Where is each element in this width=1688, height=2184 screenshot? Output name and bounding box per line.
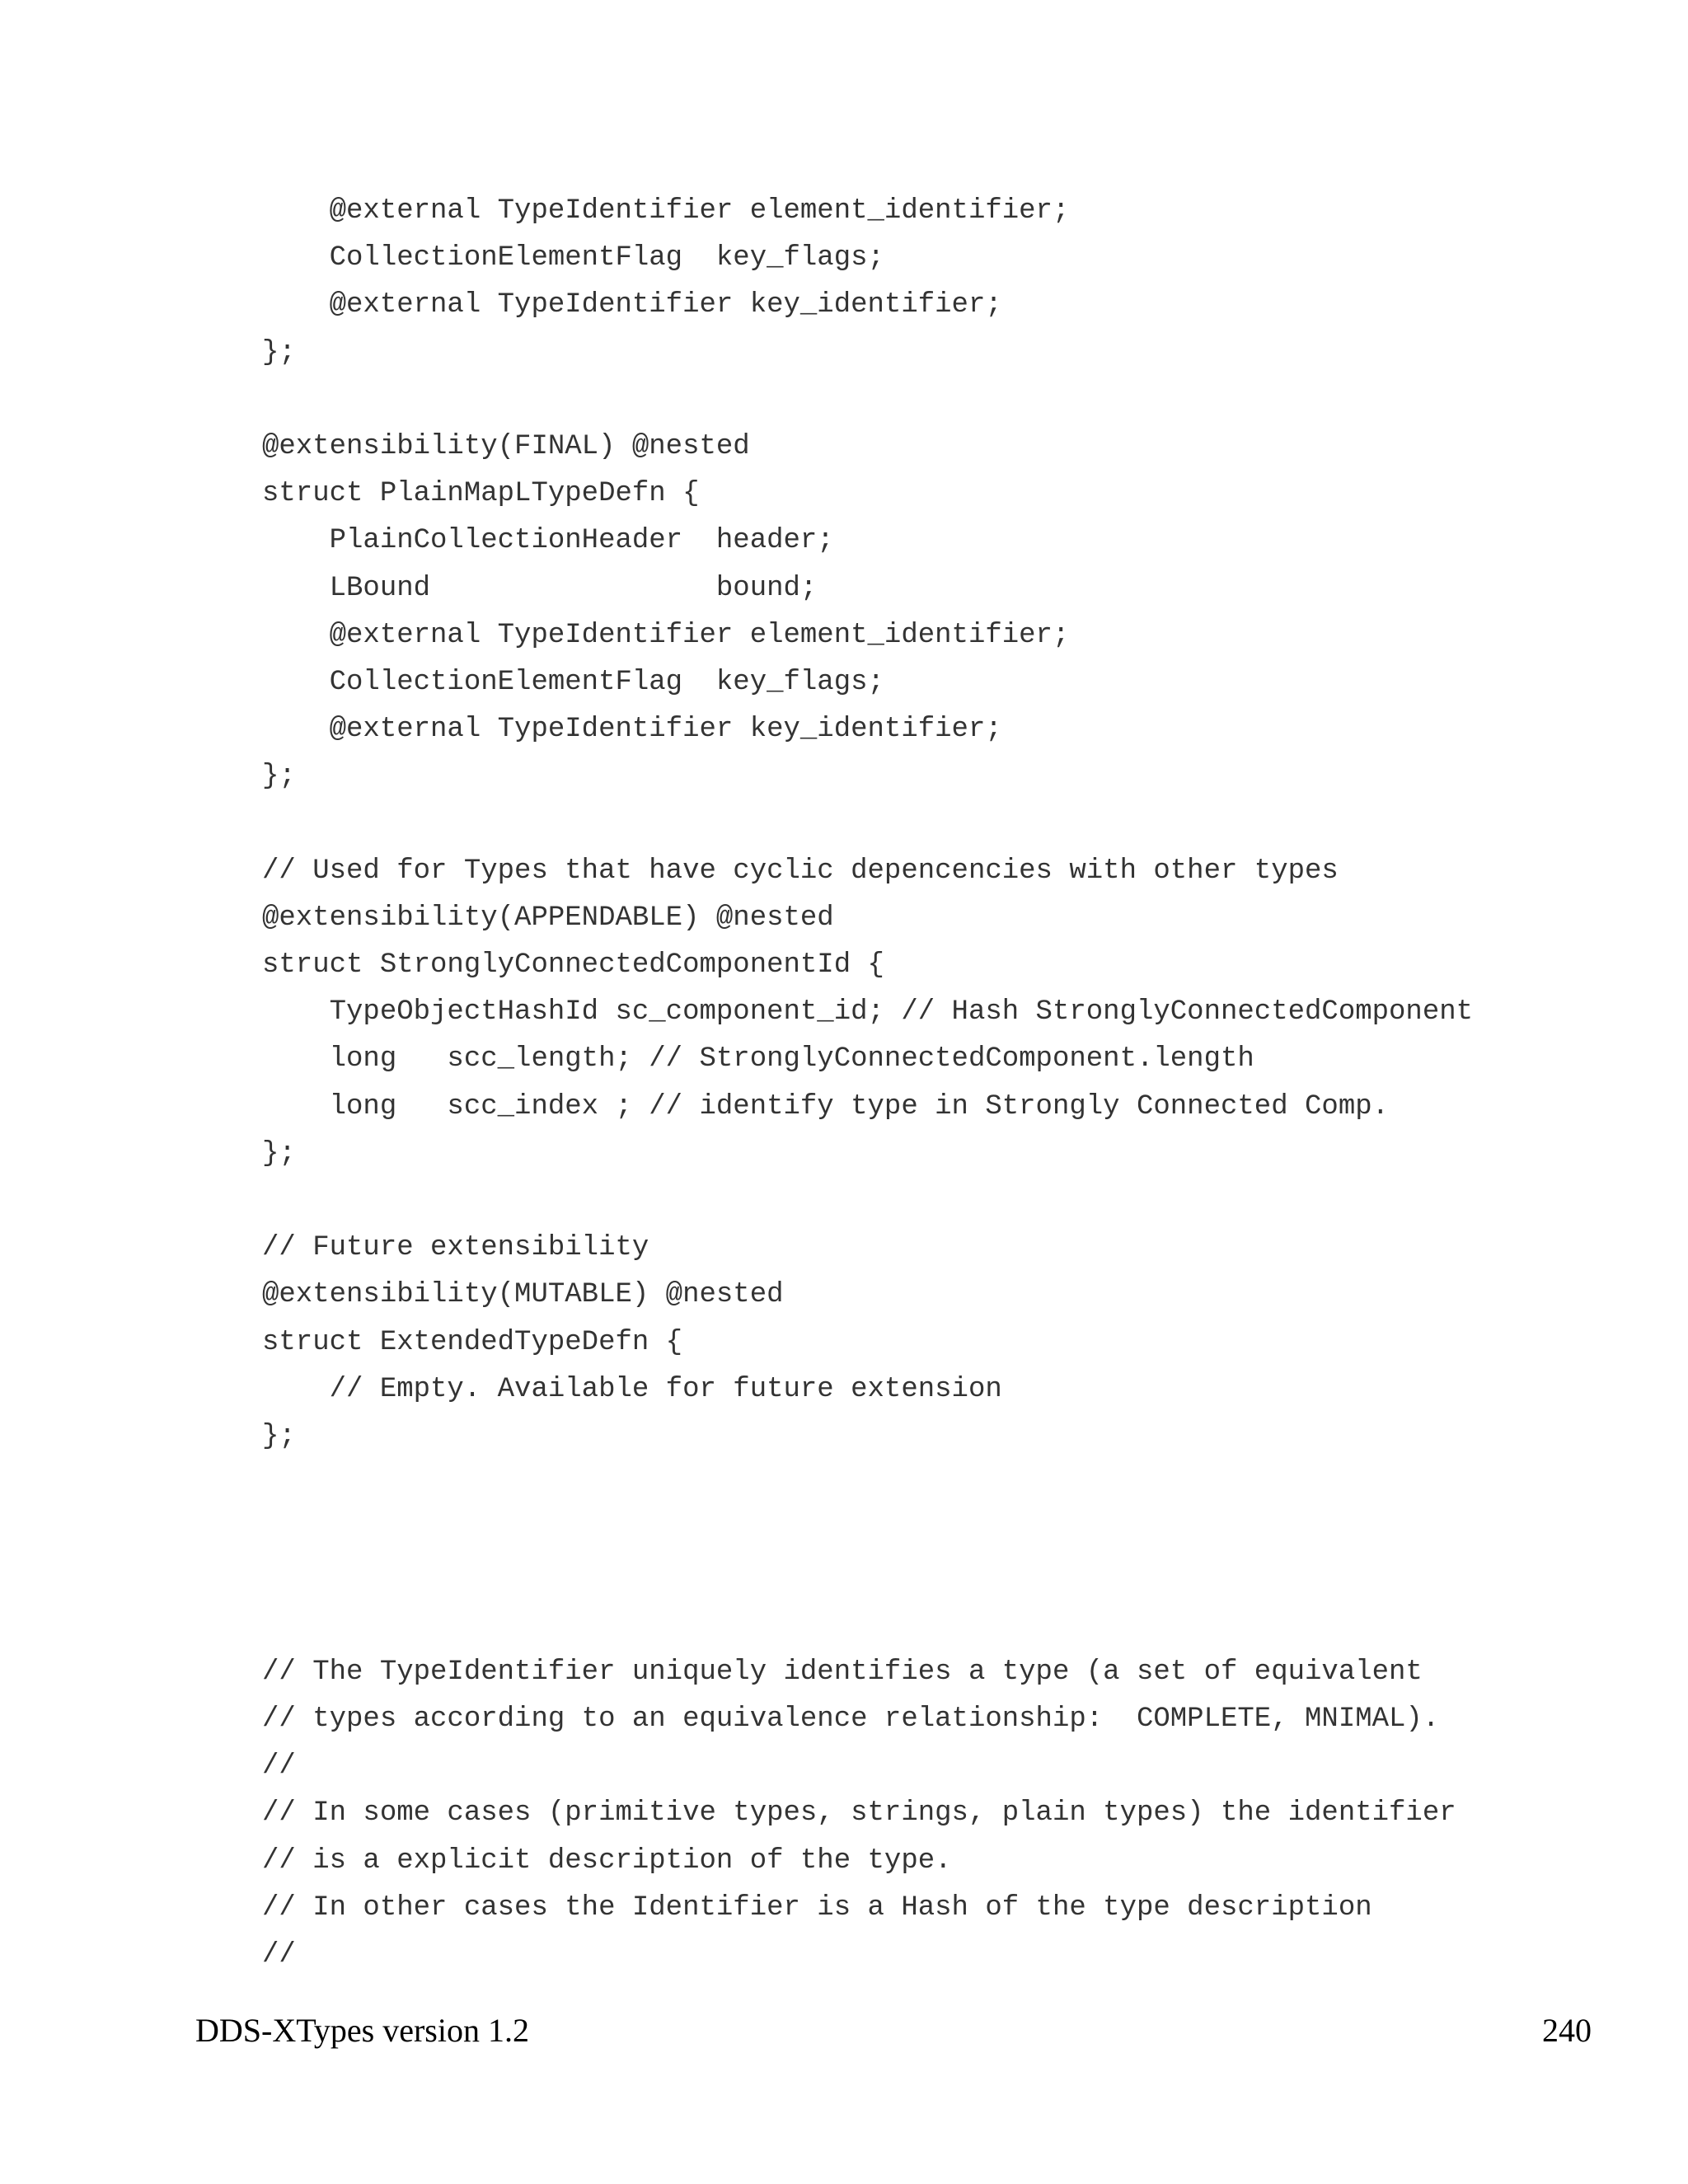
code-listing: [262, 188, 1581, 1979]
code-line: [262, 1554, 1581, 1601]
code-line: //: [262, 1750, 296, 1783]
code-line: struct ExtendedTypeDefn {: [262, 1326, 683, 1358]
code-line: CollectionElementFlag key_flags;: [262, 242, 884, 274]
code-line: [262, 800, 1581, 847]
code-line: // In other cases the Identifier is a Hash of the type description: [262, 1891, 1372, 1924]
code-line: @extensibility(APPENDABLE) @nested: [262, 902, 834, 934]
code-line: @external TypeIdentifier element_identifier;: [262, 195, 1070, 227]
code-line: };: [262, 1420, 296, 1452]
code-line: @external TypeIdentifier key_identifier;: [262, 714, 1002, 746]
code-line: LBound bound;: [262, 572, 818, 604]
code-line: @extensibility(FINAL) @nested: [262, 430, 750, 462]
code-line: // Future extensibility: [262, 1232, 649, 1264]
code-line: [262, 1178, 1581, 1225]
code-line: PlainCollectionHeader header;: [262, 525, 834, 557]
footer-page-number: 240: [1542, 2012, 1592, 2049]
code-line: };: [262, 1137, 296, 1169]
code-line: };: [262, 336, 296, 368]
code-line: //: [262, 1938, 296, 1971]
code-line: TypeObjectHashId sc_component_id; // Hash StronglyConnectedComponent: [262, 996, 1474, 1029]
code-line: [262, 1507, 1581, 1554]
code-line: long scc_length; // StronglyConnectedComponent.length: [262, 1043, 1254, 1076]
footer-document-title: DDS-XTypes version 1.2: [195, 2012, 529, 2049]
code-line: long scc_index ; // identify type in Strongly Connected Comp.: [262, 1090, 1390, 1122]
code-line: [262, 1460, 1581, 1507]
code-line: };: [262, 761, 296, 793]
code-line: // Used for Types that have cyclic depencencies with other types: [262, 855, 1339, 887]
code-line: @external TypeIdentifier element_identifier;: [262, 619, 1070, 651]
code-line: // In some cases (primitive types, strings, plain types) the identifier: [262, 1797, 1456, 1830]
code-line: // is a explicit description of the type.: [262, 1844, 952, 1877]
code-line: [262, 377, 1581, 424]
code-line: struct PlainMapLTypeDefn {: [262, 478, 700, 510]
code-line: [262, 1602, 1581, 1649]
code-line: struct StronglyConnectedComponentId {: [262, 949, 884, 981]
code-line: @extensibility(MUTABLE) @nested: [262, 1279, 784, 1311]
code-line: // The TypeIdentifier uniquely identifies a type (a set of equivalent: [262, 1656, 1423, 1688]
code-line: // Empty. Available for future extension: [262, 1373, 1002, 1405]
code-line: // types according to an equivalence relationship: COMPLETE, MNIMAL).: [262, 1704, 1440, 1735]
code-line: @external TypeIdentifier key_identifier;: [262, 289, 1002, 321]
code-line: CollectionElementFlag key_flags;: [262, 666, 884, 698]
